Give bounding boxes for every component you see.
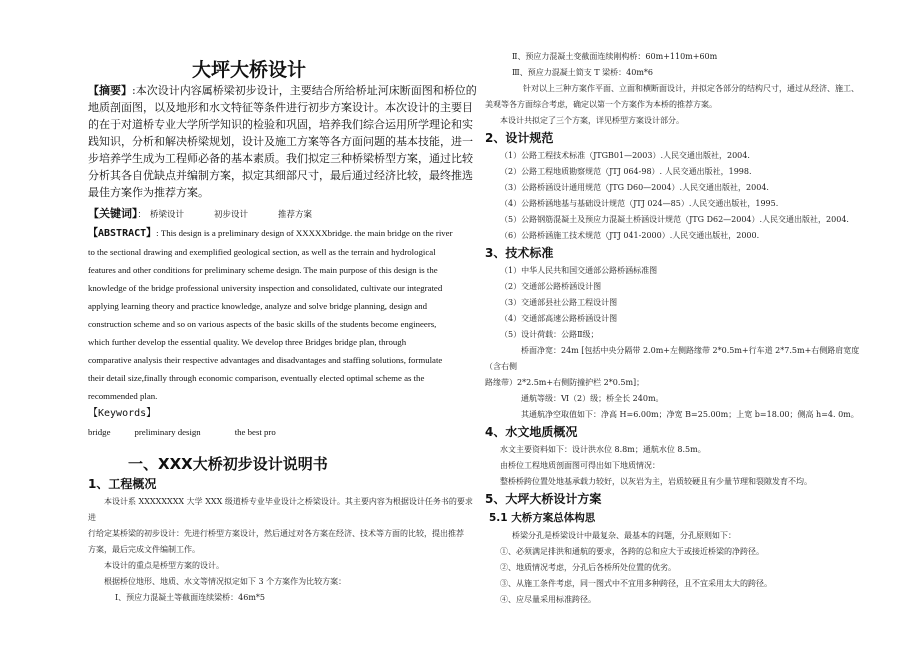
list-item: （3）交通部县社公路工程设计图 <box>500 298 618 307</box>
keyword: 桥梁设计 <box>150 210 185 220</box>
abstract-en-line: their detail size,finally through economic comparison, eventually elected optimal scheme as the <box>88 373 425 383</box>
abstract-en-line: comparative analysis their respective advantages and disadvantages and staffing solutions, formulate <box>88 355 443 365</box>
abstract-en-line <box>88 224 480 243</box>
keywords-label: 【关键词】 <box>88 207 138 220</box>
keyword: 初步设计 <box>214 210 249 220</box>
abstract-text: :本次设计内容属桥梁初步设计，主要结合所给桥址河床断面图和桥位的 <box>132 84 477 97</box>
section-title: 一、XXX大桥初步设计说明书 <box>128 455 328 473</box>
abstract-label: 【摘要】 <box>88 84 132 97</box>
list-item: ③、从施工条件考虑，同一图式中不宜用多种跨径，且不宜采用太大的跨径。 <box>500 579 772 588</box>
body-line: 本设计的重点是桥型方案的设计。 <box>104 561 224 570</box>
body-line: 行给定某桥梁的初步设计：先进行桥型方案设计，然后通过对各方案在经济、技术等方面的比较，提出推荐 <box>88 529 464 538</box>
body-line: 整桥桥跨位置处地基承载力较好，以灰岩为主，岩质较硬且有少量节理和裂隙发育不均。 <box>500 477 812 486</box>
heading-design-scheme: 5、大坪大桥设计方案 <box>485 492 602 506</box>
abstract-line: 地质剖面图，以及地形和水文特征等条件进行初步方案设计。本次设计的主要目 <box>88 101 473 114</box>
heading-design-codes: 2、设计规范 <box>485 131 554 145</box>
abstract-en-text: : This design is a preliminary design of XXXXXbridge. the main bridge on the river <box>156 228 453 238</box>
list-item: （1）公路工程技术标准（JTGB01—2003）.人民交通出版社，2004. <box>500 151 750 160</box>
abstract-en-line: to the sectional drawing and exemplified geological section, as well as the terrain and hydrological <box>88 247 436 257</box>
body-line: 本设计系 XXXXXXXX 大学 XXX 级道桥专业毕业设计之桥梁设计。其主要内容为根据设计任务书的要求进 <box>88 497 473 522</box>
list-item: ④、应尽量采用标准跨径。 <box>500 595 596 604</box>
document-title: 大坪大桥设计 <box>192 59 307 81</box>
body-line: 通航等级：Ⅵ（2）级；桥全长 240m。 <box>521 394 664 403</box>
abstract-en-line: recommended plan. <box>88 391 158 401</box>
body-line: 根据桥位地形、地质、水文等情况拟定如下 3 个方案作为比较方案： <box>104 577 347 586</box>
abstract-en-line: applying learning theory and practice knowledge, analyze and solve bridge planning, design and <box>88 301 428 311</box>
abstract-en-line: knowledge of the bridge professional university inspection and consolidated, cultivate our integrated <box>88 283 443 293</box>
keywords-line: 【关键词】： 桥梁设计 初步设计 推荐方案 <box>88 207 313 220</box>
body-line: Ⅲ、预应力混凝土简支 T 梁桥：40m*6 <box>512 68 653 77</box>
right-column <box>485 0 870 608</box>
body-line: Ⅰ、预应力混凝土等截面连续梁桥：46m*5 <box>115 593 266 602</box>
body-line: 桥梁分孔是桥梁设计中最复杂、最基本的问题，分孔原则如下： <box>512 531 736 540</box>
heading-overall-concept: 5.1 大桥方案总体构思 <box>489 512 596 524</box>
heading-project-overview: 1、工程概况 <box>88 477 157 491</box>
abstract-en-label: 【ABSTRACT】 <box>88 228 157 239</box>
left-column <box>88 0 480 606</box>
abstract-line: 步培养学生成为工程师必备的基本素质。我们拟定三种桥梁桥型方案，通过比较 <box>88 152 473 165</box>
list-item: （4）公路桥涵地基与基础设计规范（JTJ 024—85）.人民交通出版社，1995. <box>500 199 779 208</box>
body-line: Ⅱ、预应力混凝土变截面连续刚构桥：60m+110m+60m <box>512 52 718 61</box>
list-item: （5）公路钢筋混凝土及预应力混凝土桥涵设计规范（JTG D62—2004）.人民交通出版社，2004. <box>500 215 849 224</box>
abstract-line <box>88 82 480 99</box>
keywords-en-label: 【Keywords】 <box>88 408 157 419</box>
keyword-en: preliminary design <box>134 427 201 437</box>
abstract-line: 最佳方案作为推荐方案。 <box>88 186 209 199</box>
heading-hydro-geology: 4、水文地质概况 <box>485 425 578 439</box>
list-item: （4）交通部高速公路桥涵设计图 <box>500 314 618 323</box>
abstract-en-line: features and other conditions for preliminary scheme design. The main purpose of this design is the <box>88 265 438 275</box>
body-line: 美观等各方面综合考虑，确定以第一个方案作为本桥的推荐方案。 <box>485 100 717 109</box>
list-item: （6）公路桥涵施工技术规范（JTJ 041-2000）.人民交通出版社，2000. <box>500 231 760 240</box>
body-line: 水文主要资料如下：设计洪水位 8.8m；通航水位 8.5m。 <box>500 445 706 454</box>
body-line: 桥面净宽：24m [包括中央分隔带 2.0m+左侧路缘带 2*0.5m+行车道 2*7.5m+右侧路肩宽度（含右侧 <box>485 346 860 371</box>
list-item: （2）交通部公路桥涵设计图 <box>500 282 602 291</box>
keyword-en: the best pro <box>234 427 276 437</box>
body-line: 针对以上三种方案作平面、立面和横断面设计，并拟定各部分的结构尺寸，通过从经济、施工、 <box>523 84 859 93</box>
body-line: 本设计共拟定了三个方案，详见桥型方案设计部分。 <box>500 116 684 125</box>
keyword: 推荐方案 <box>278 210 313 220</box>
list-item: （2）公路工程地质勘察规范（JTJ 064-98）. 人民交通出版社，1998. <box>500 167 752 176</box>
body-line: 方案，最后完成文件编制工作。 <box>88 545 200 554</box>
body-line: 其通航净空取值如下：净高 H=6.00m；净宽 B=25.00m；上宽 b=18.00；侧高 h=4. 0m。 <box>521 410 859 419</box>
abstract-line: 的在于对道桥专业大学所学知识的检验和巩固，培养我们综合运用所学理论和实 <box>88 118 473 131</box>
list-item: （1）中华人民共和国交通部公路桥涵标准图 <box>500 266 658 275</box>
heading-tech-standards: 3、技术标准 <box>485 246 554 260</box>
body-line: 由桥位工程地质剖面图可得出如下地质情况： <box>500 461 660 470</box>
list-item: （3）公路桥涵设计通用规范（JTG D60—2004）.人民交通出版社，2004. <box>500 183 769 192</box>
list-item: ②、地质情况考虑，分孔后各桥所处位置的优劣。 <box>500 563 676 572</box>
abstract-en-line: construction scheme and so on various aspects of the basic skills of the students become engineers, <box>88 319 437 329</box>
list-item: ①、必须满足排洪和通航的要求，各跨的总和应大于或接近桥梁的净跨径。 <box>500 547 764 556</box>
abstract-en-line: which further develop the essential quality. We develop three Bridges bridge plan, through <box>88 337 407 347</box>
list-item: （5）设计荷载：公路Ⅱ级； <box>500 330 599 339</box>
keyword-en: bridge <box>88 427 111 437</box>
abstract-line: 践知识，分析和解决桥梁规划，设计及施工方案等各方面问题的基本技能，进一 <box>88 135 473 148</box>
abstract-line: 分析其各自优缺点并编制方案，拟定其细部尺寸，最后通过经济比较，最终推选 <box>88 169 473 182</box>
keywords-en-line <box>88 423 480 441</box>
body-line: 路缘带）2*2.5m+右侧防撞护栏 2*0.5m]； <box>485 378 645 387</box>
